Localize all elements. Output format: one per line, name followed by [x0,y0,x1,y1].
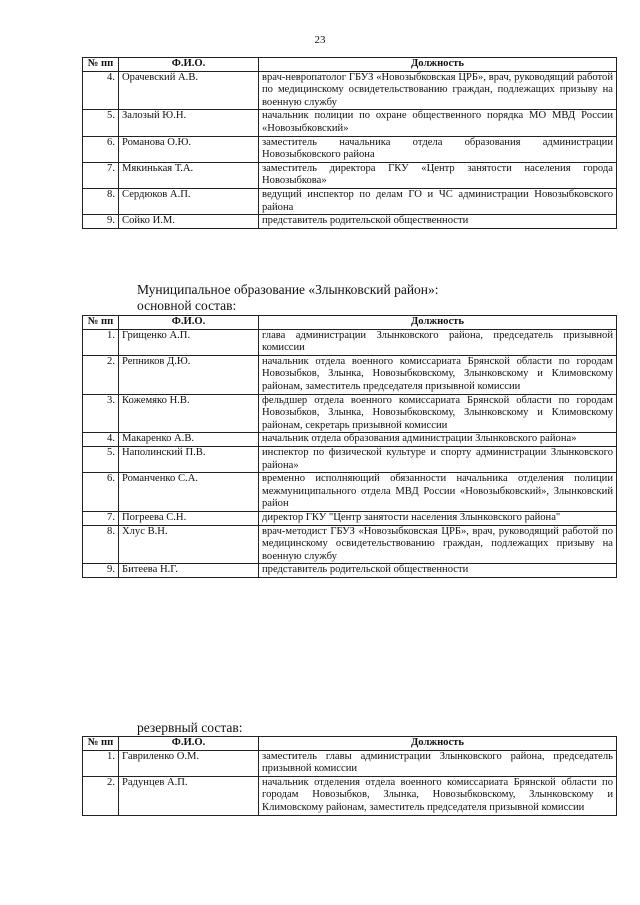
header-position: Должность [259,58,617,72]
header-name: Ф.И.О. [119,58,259,72]
row-num: 5. [83,110,119,136]
table-row [83,473,617,512]
row-position: фельдшер отдела военного комиссариата Брянской области по городам Новозыбков, Злынка, Новозыбковскому, Злынковскому и Климовскому районам, секретарь призывной комиссии [259,394,617,433]
row-num: 9. [83,215,119,229]
row-position: временно исполняющий обязанности начальника отделения полиции межмуниципального отдела МВД России «Новозыбковский», Злынковский район [259,473,617,512]
main-composition-caption: основной состав: [137,298,237,313]
row-name: Макаренко А.В. [119,433,259,447]
row-name: Орачевский А.В. [119,71,259,110]
table-row [83,511,617,525]
header-name: Ф.И.О. [119,316,259,330]
row-name: Погреева С.Н. [119,511,259,525]
table-row [83,750,617,776]
row-num: 4. [83,71,119,110]
row-name: Гавриленко О.М. [119,750,259,776]
row-position: директор ГКУ "Центр занятости населения Злынковского района" [259,511,617,525]
row-name: Романченко С.А. [119,473,259,512]
row-num: 2. [83,355,119,394]
table-row [83,446,617,472]
commission-table-zlynka-reserve [82,736,617,816]
header-name: Ф.И.О. [119,737,259,751]
table-header-row [83,58,617,72]
header-num: № пп [83,737,119,751]
commission-table-novozybkov [82,57,617,229]
row-num: 9. [83,564,119,578]
row-num: 5. [83,446,119,472]
row-num: 7. [83,511,119,525]
page-number: 23 [314,34,326,46]
table-row [83,776,617,815]
municipality-title: Муниципальное образование «Злынковский район»: [137,282,439,297]
row-name: Сойко И.М. [119,215,259,229]
row-name: Наполинский П.В. [119,446,259,472]
row-position: врач-невропатолог ГБУЗ «Новозыбковская ЦРБ», врач, руководящий работой по медицинскому освидетельствованию граждан, подлежащих призыву на военную службу [259,71,617,110]
reserve-composition-caption: резервный состав: [137,720,243,735]
row-name: Радунцев А.П. [119,776,259,815]
header-position: Должность [259,316,617,330]
row-position: начальник отдела образования администрации Злынковского района» [259,433,617,447]
table-row [83,110,617,136]
row-position: заместитель главы администрации Злынковского района, председатель призывной комиссии [259,750,617,776]
table-row [83,355,617,394]
table-row [83,188,617,214]
row-position: начальник отделения отдела военного комиссариата Брянской области по городам Новозыбков, Злынка, Новозыбковскому, Злынковскому и Климовскому районам, заместитель председателя призывной комиссии [259,776,617,815]
row-num: 4. [83,433,119,447]
header-num: № пп [83,316,119,330]
row-name: Залозый Ю.Н. [119,110,259,136]
row-name: Кожемяко Н.В. [119,394,259,433]
table-row [83,525,617,564]
row-name: Грищенко А.П. [119,329,259,355]
header-num: № пп [83,58,119,72]
table-row [83,329,617,355]
row-num: 3. [83,394,119,433]
row-num: 6. [83,136,119,162]
row-position: заместитель директора ГКУ «Центр занятости населения города Новозыбкова» [259,162,617,188]
table-row [83,394,617,433]
table-row [83,433,617,447]
table-row [83,564,617,578]
row-position: начальник полиции по охране общественного порядка МО МВД России «Новозыбковский» [259,110,617,136]
row-position: представитель родительской общественности [259,564,617,578]
row-num: 1. [83,329,119,355]
table-header-row [83,737,617,751]
header-position: Должность [259,737,617,751]
row-name: Сердюков А.П. [119,188,259,214]
table-row [83,136,617,162]
row-name: Романова О.Ю. [119,136,259,162]
row-position: представитель родительской общественности [259,215,617,229]
table-header-row [83,316,617,330]
row-position: инспектор по физической культуре и спорту администрации Злынковского района» [259,446,617,472]
row-position: начальник отдела военного комиссариата Брянской области по городам Новозыбков, Злынка, Новозыбковскому, Злынковскому и Климовскому районам, заместитель председателя призывной комиссии [259,355,617,394]
commission-table-zlynka-main [82,315,617,578]
row-num: 7. [83,162,119,188]
row-position: заместитель начальника отдела образования администрации Новозыбковского района [259,136,617,162]
row-name: Мякинькая Т.А. [119,162,259,188]
table-row [83,215,617,229]
table-row [83,71,617,110]
row-name: Репников Д.Ю. [119,355,259,394]
row-num: 8. [83,188,119,214]
row-name: Битеева Н.Г. [119,564,259,578]
row-num: 2. [83,776,119,815]
row-name: Хлус В.Н. [119,525,259,564]
row-num: 6. [83,473,119,512]
row-num: 8. [83,525,119,564]
row-num: 1. [83,750,119,776]
row-position: глава администрации Злынковского района, председатель призывной комиссии [259,329,617,355]
row-position: ведущий инспектор по делам ГО и ЧС администрации Новозыбковского района [259,188,617,214]
row-position: врач-методист ГБУЗ «Новозыбковская ЦРБ», врач, руководящий работой по медицинскому освидетельствованию граждан, подлежащих призыву на военную службу [259,525,617,564]
table-row [83,162,617,188]
